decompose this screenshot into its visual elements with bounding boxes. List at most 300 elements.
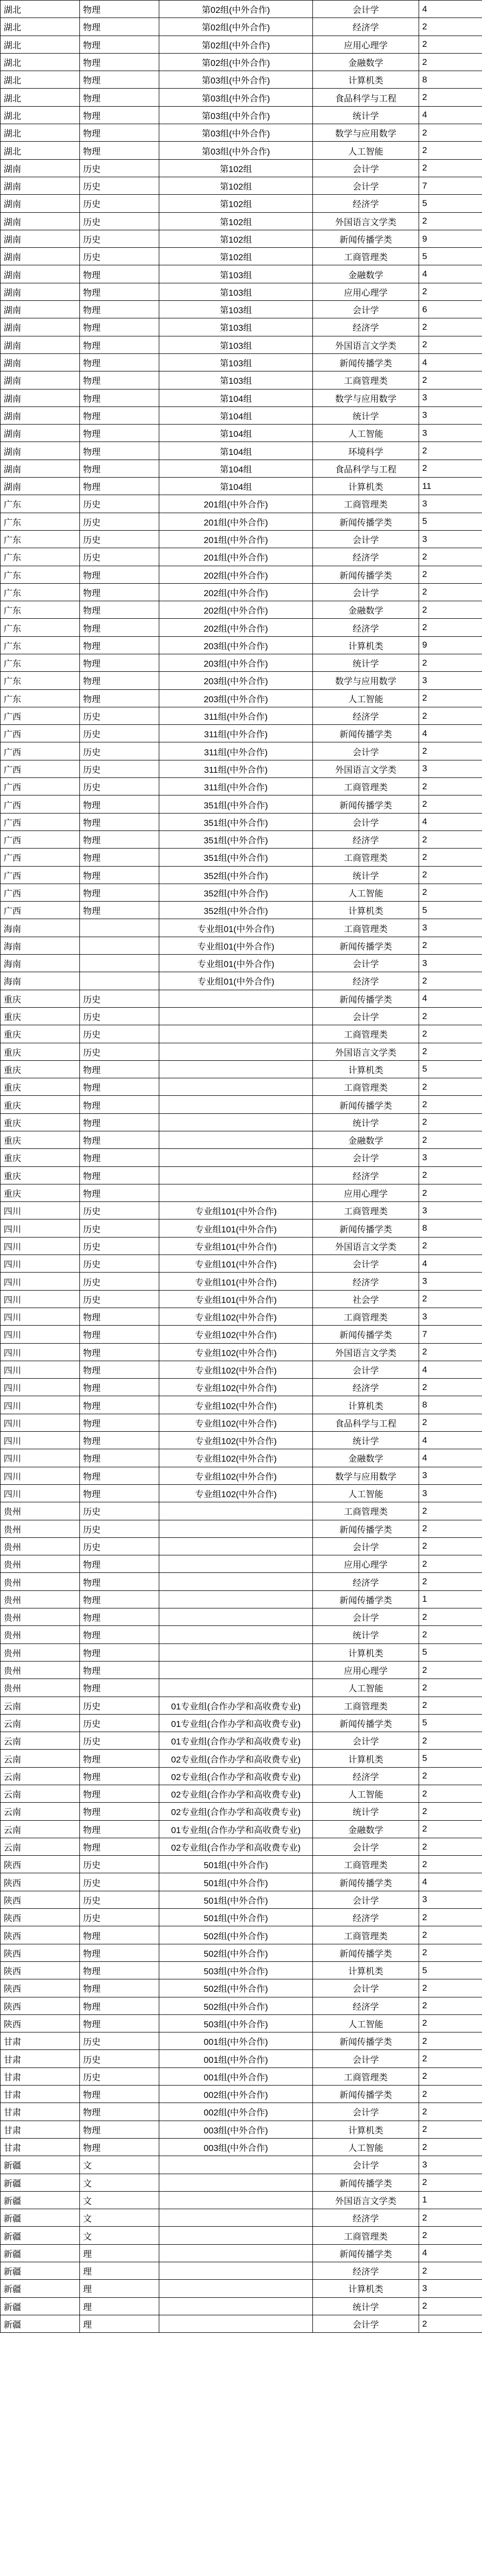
province-cell: 云南 — [1, 1732, 80, 1750]
province-cell: 重庆 — [1, 1043, 80, 1060]
group-cell: 第03组(中外合作) — [159, 124, 313, 142]
count-cell: 2 — [419, 849, 482, 866]
subject-cell: 物理 — [80, 389, 159, 406]
subject-cell: 历史 — [80, 159, 159, 177]
major-cell: 统计学 — [313, 1803, 419, 1820]
count-cell: 2 — [419, 972, 482, 990]
subject-cell: 理 — [80, 2297, 159, 2315]
subject-cell: 历史 — [80, 1255, 159, 1273]
group-cell: 01专业组(合作办学和高收费专业) — [159, 1732, 313, 1750]
count-cell: 2 — [419, 2067, 482, 2085]
table-row — [1, 1661, 482, 1679]
subject-cell: 物理 — [80, 1113, 159, 1131]
count-cell: 2 — [419, 2121, 482, 2138]
province-cell: 湖北 — [1, 36, 80, 53]
major-cell: 统计学 — [313, 2297, 419, 2315]
major-cell: 会计学 — [313, 955, 419, 972]
major-cell: 新闻传播学类 — [313, 2244, 419, 2262]
group-cell: 503组(中外合作) — [159, 2014, 313, 2032]
count-cell: 2 — [419, 1502, 482, 1520]
count-cell: 2 — [419, 2209, 482, 2227]
group-cell — [159, 1520, 313, 1537]
major-cell: 新闻传播学类 — [313, 566, 419, 583]
province-cell: 四川 — [1, 1396, 80, 1414]
major-cell: 经济学 — [313, 972, 419, 990]
group-cell: 203组(中外合作) — [159, 654, 313, 671]
group-cell: 第103组 — [159, 301, 313, 318]
count-cell: 2 — [419, 566, 482, 583]
count-cell: 2 — [419, 1926, 482, 1944]
major-cell: 应用心理学 — [313, 1661, 419, 1679]
major-cell: 人工智能 — [313, 1679, 419, 1697]
table-row — [1, 1060, 482, 1078]
count-cell: 2 — [419, 1608, 482, 1626]
count-cell: 2 — [419, 1697, 482, 1714]
group-cell: 003组(中外合作) — [159, 2138, 313, 2156]
province-cell: 海南 — [1, 937, 80, 954]
major-cell: 食品科学与工程 — [313, 460, 419, 477]
province-cell: 重庆 — [1, 1113, 80, 1131]
table-row — [1, 2297, 482, 2315]
table-row — [1, 336, 482, 353]
group-cell — [159, 2244, 313, 2262]
group-cell: 311组(中外合作) — [159, 778, 313, 795]
major-cell: 人工智能 — [313, 1785, 419, 1802]
table-row — [1, 1149, 482, 1166]
province-cell: 湖北 — [1, 106, 80, 124]
count-cell: 2 — [419, 2315, 482, 2332]
province-cell: 贵州 — [1, 1537, 80, 1555]
subject-cell: 历史 — [80, 1007, 159, 1025]
subject-cell: 物理 — [80, 1979, 159, 1997]
group-cell — [159, 1661, 313, 1679]
subject-cell: 历史 — [80, 2050, 159, 2067]
group-cell: 第103组 — [159, 265, 313, 283]
table-row — [1, 2244, 482, 2262]
subject-cell: 历史 — [80, 1025, 159, 1043]
group-cell — [159, 1643, 313, 1661]
table-row — [1, 495, 482, 513]
count-cell: 2 — [419, 2174, 482, 2191]
subject-cell: 物理 — [80, 1484, 159, 1502]
table-row — [1, 36, 482, 53]
province-cell: 海南 — [1, 955, 80, 972]
group-cell — [159, 1025, 313, 1043]
table-row — [1, 406, 482, 424]
count-cell: 2 — [419, 1573, 482, 1590]
table-row — [1, 955, 482, 972]
group-cell: 专业组102(中外合作) — [159, 1308, 313, 1325]
count-cell: 5 — [419, 195, 482, 212]
count-cell: 3 — [419, 495, 482, 513]
group-cell: 02专业组(合作办学和高收费专业) — [159, 1750, 313, 1767]
count-cell: 8 — [419, 71, 482, 89]
major-cell: 统计学 — [313, 106, 419, 124]
table-row — [1, 707, 482, 724]
subject-cell: 历史 — [80, 1290, 159, 1308]
province-cell: 重庆 — [1, 1166, 80, 1184]
count-cell: 3 — [419, 1149, 482, 1166]
major-cell: 应用心理学 — [313, 1184, 419, 1201]
major-cell: 新闻传播学类 — [313, 725, 419, 742]
group-cell — [159, 1608, 313, 1626]
subject-cell: 物理 — [80, 1361, 159, 1378]
count-cell: 2 — [419, 1379, 482, 1396]
major-cell: 会计学 — [313, 177, 419, 194]
major-cell: 会计学 — [313, 1979, 419, 1997]
province-cell: 重庆 — [1, 1060, 80, 1078]
table-row — [1, 849, 482, 866]
group-cell: 第103组 — [159, 353, 313, 371]
major-cell: 计算机类 — [313, 1961, 419, 1979]
province-cell: 新疆 — [1, 2297, 80, 2315]
count-cell: 2 — [419, 1007, 482, 1025]
table-row — [1, 990, 482, 1007]
major-cell: 计算机类 — [313, 2280, 419, 2297]
subject-cell: 物理 — [80, 318, 159, 336]
table-row — [1, 813, 482, 831]
count-cell: 2 — [419, 884, 482, 901]
table-row — [1, 1184, 482, 1201]
table-row — [1, 1273, 482, 1290]
subject-cell: 物理 — [80, 2086, 159, 2103]
province-cell: 甘肃 — [1, 2138, 80, 2156]
major-cell: 数学与应用数学 — [313, 389, 419, 406]
group-cell: 203组(中外合作) — [159, 636, 313, 654]
province-cell: 广西 — [1, 866, 80, 884]
count-cell: 2 — [419, 831, 482, 848]
province-cell: 湖南 — [1, 195, 80, 212]
table-row — [1, 142, 482, 159]
group-cell: 351组(中外合作) — [159, 831, 313, 848]
table-row — [1, 1520, 482, 1537]
count-cell: 3 — [419, 1273, 482, 1290]
subject-cell: 物理 — [80, 902, 159, 919]
subject-cell: 物理 — [80, 301, 159, 318]
group-cell: 专业组101(中外合作) — [159, 1290, 313, 1308]
table-row — [1, 2014, 482, 2032]
major-cell: 新闻传播学类 — [313, 1944, 419, 1961]
count-cell: 4 — [419, 2244, 482, 2262]
major-cell: 统计学 — [313, 1113, 419, 1131]
province-cell: 四川 — [1, 1414, 80, 1431]
province-cell: 云南 — [1, 1767, 80, 1785]
subject-cell: 物理 — [80, 1838, 159, 1855]
province-cell: 广西 — [1, 760, 80, 777]
count-cell: 2 — [419, 2103, 482, 2121]
table-row — [1, 1166, 482, 1184]
group-cell: 001组(中外合作) — [159, 2050, 313, 2067]
count-cell: 2 — [419, 1979, 482, 1997]
subject-cell: 物理 — [80, 36, 159, 53]
count-cell: 4 — [419, 1449, 482, 1467]
subject-cell: 物理 — [80, 1820, 159, 1838]
count-cell: 2 — [419, 1661, 482, 1679]
table-row — [1, 18, 482, 36]
count-cell: 2 — [419, 371, 482, 389]
table-row — [1, 1449, 482, 1467]
count-cell: 2 — [419, 742, 482, 760]
subject-cell: 物理 — [80, 1555, 159, 1573]
group-cell — [159, 1626, 313, 1643]
group-cell: 专业组101(中外合作) — [159, 1202, 313, 1219]
province-cell: 湖北 — [1, 89, 80, 106]
table-row — [1, 1643, 482, 1661]
count-cell: 5 — [419, 1714, 482, 1732]
group-cell: 01专业组(合作办学和高收费专业) — [159, 1820, 313, 1838]
major-cell: 外国语言文学类 — [313, 760, 419, 777]
province-cell: 新疆 — [1, 2315, 80, 2332]
group-cell: 201组(中外合作) — [159, 513, 313, 530]
count-cell: 2 — [419, 1237, 482, 1255]
group-cell: 201组(中外合作) — [159, 530, 313, 548]
group-cell: 501组(中外合作) — [159, 1873, 313, 1891]
group-cell: 203组(中外合作) — [159, 689, 313, 707]
province-cell: 重庆 — [1, 1007, 80, 1025]
subject-cell: 物理 — [80, 1750, 159, 1767]
subject-cell: 物理 — [80, 1414, 159, 1431]
subject-cell: 物理 — [80, 124, 159, 142]
major-cell: 经济学 — [313, 1573, 419, 1590]
count-cell: 2 — [419, 142, 482, 159]
group-cell: 第03组(中外合作) — [159, 89, 313, 106]
subject-cell: 物理 — [80, 1961, 159, 1979]
table-row — [1, 1573, 482, 1590]
table-row — [1, 937, 482, 954]
subject-cell: 物理 — [80, 1166, 159, 1184]
group-cell: 02专业组(合作办学和高收费专业) — [159, 1785, 313, 1802]
table-row — [1, 1979, 482, 1997]
group-cell: 202组(中外合作) — [159, 566, 313, 583]
table-row — [1, 2050, 482, 2067]
table-row — [1, 371, 482, 389]
major-cell: 经济学 — [313, 548, 419, 566]
group-cell: 第103组 — [159, 283, 313, 300]
major-cell: 社会学 — [313, 1290, 419, 1308]
province-cell: 广西 — [1, 707, 80, 724]
major-cell: 工商管理类 — [313, 778, 419, 795]
group-cell: 专业组101(中外合作) — [159, 1273, 313, 1290]
group-cell: 专业组01(中外合作) — [159, 972, 313, 990]
count-cell: 2 — [419, 1043, 482, 1060]
province-cell: 四川 — [1, 1432, 80, 1449]
subject-cell: 物理 — [80, 849, 159, 866]
province-cell: 广西 — [1, 778, 80, 795]
subject-cell: 物理 — [80, 283, 159, 300]
count-cell: 2 — [419, 18, 482, 36]
major-cell: 食品科学与工程 — [313, 89, 419, 106]
table-row — [1, 1484, 482, 1502]
subject-cell: 物理 — [80, 142, 159, 159]
subject-cell — [80, 955, 159, 972]
table-row — [1, 1414, 482, 1431]
province-cell: 四川 — [1, 1467, 80, 1484]
group-cell: 201组(中外合作) — [159, 548, 313, 566]
province-cell: 新疆 — [1, 2244, 80, 2262]
count-cell: 2 — [419, 36, 482, 53]
subject-cell: 物理 — [80, 1060, 159, 1078]
group-cell — [159, 1166, 313, 1184]
subject-cell: 理 — [80, 2280, 159, 2297]
subject-cell: 文 — [80, 2156, 159, 2174]
province-cell: 重庆 — [1, 1131, 80, 1149]
major-cell: 经济学 — [313, 1909, 419, 1926]
count-cell: 2 — [419, 866, 482, 884]
province-cell: 湖北 — [1, 18, 80, 36]
count-cell: 3 — [419, 406, 482, 424]
group-cell: 第104组 — [159, 406, 313, 424]
province-cell: 贵州 — [1, 1661, 80, 1679]
table-row — [1, 1219, 482, 1237]
group-cell: 352组(中外合作) — [159, 884, 313, 901]
table-row — [1, 301, 482, 318]
table-row — [1, 53, 482, 71]
subject-cell: 物理 — [80, 106, 159, 124]
count-cell: 2 — [419, 1131, 482, 1149]
group-cell: 352组(中外合作) — [159, 902, 313, 919]
subject-cell: 物理 — [80, 425, 159, 442]
province-cell: 陕西 — [1, 1961, 80, 1979]
major-cell: 工商管理类 — [313, 1697, 419, 1714]
count-cell: 4 — [419, 1, 482, 18]
province-cell: 广东 — [1, 513, 80, 530]
major-cell: 会计学 — [313, 1838, 419, 1855]
province-cell: 广西 — [1, 849, 80, 866]
group-cell — [159, 2315, 313, 2332]
province-cell: 重庆 — [1, 1149, 80, 1166]
group-cell: 502组(中外合作) — [159, 1997, 313, 2014]
table-row — [1, 884, 482, 901]
major-cell: 人工智能 — [313, 1484, 419, 1502]
province-cell: 新疆 — [1, 2262, 80, 2280]
major-cell: 金融数学 — [313, 601, 419, 619]
count-cell: 8 — [419, 1396, 482, 1414]
count-cell: 3 — [419, 760, 482, 777]
subject-cell: 物理 — [80, 336, 159, 353]
province-cell: 广东 — [1, 689, 80, 707]
table-row — [1, 1767, 482, 1785]
major-cell: 会计学 — [313, 742, 419, 760]
province-cell: 四川 — [1, 1202, 80, 1219]
major-cell: 外国语言文学类 — [313, 2191, 419, 2209]
table-row — [1, 601, 482, 619]
group-cell: 专业组01(中外合作) — [159, 937, 313, 954]
major-cell: 应用心理学 — [313, 283, 419, 300]
group-cell: 第102组 — [159, 230, 313, 247]
table-row — [1, 2209, 482, 2227]
major-cell: 新闻传播学类 — [313, 2086, 419, 2103]
group-cell: 第102组 — [159, 195, 313, 212]
count-cell: 2 — [419, 1732, 482, 1750]
major-cell: 会计学 — [313, 2315, 419, 2332]
count-cell: 5 — [419, 1643, 482, 1661]
major-cell: 外国语言文学类 — [313, 1237, 419, 1255]
group-cell: 002组(中外合作) — [159, 2086, 313, 2103]
group-cell: 351组(中外合作) — [159, 813, 313, 831]
table-row — [1, 425, 482, 442]
table-row — [1, 283, 482, 300]
count-cell: 2 — [419, 689, 482, 707]
province-cell: 云南 — [1, 1697, 80, 1714]
province-cell: 陕西 — [1, 1873, 80, 1891]
province-cell: 四川 — [1, 1237, 80, 1255]
major-cell: 计算机类 — [313, 1643, 419, 1661]
count-cell: 7 — [419, 177, 482, 194]
table-row — [1, 1096, 482, 1113]
subject-cell: 物理 — [80, 813, 159, 831]
subject-cell: 物理 — [80, 265, 159, 283]
province-cell: 广东 — [1, 654, 80, 671]
province-cell: 四川 — [1, 1255, 80, 1273]
table-row — [1, 177, 482, 194]
major-cell: 会计学 — [313, 301, 419, 318]
table-row — [1, 1697, 482, 1714]
table-row — [1, 1432, 482, 1449]
province-cell: 海南 — [1, 972, 80, 990]
count-cell: 5 — [419, 1961, 482, 1979]
table-row — [1, 566, 482, 583]
major-cell: 统计学 — [313, 654, 419, 671]
count-cell: 2 — [419, 159, 482, 177]
province-cell: 广东 — [1, 495, 80, 513]
table-row — [1, 2086, 482, 2103]
table-row — [1, 1537, 482, 1555]
province-cell: 四川 — [1, 1290, 80, 1308]
major-cell: 会计学 — [313, 1361, 419, 1378]
major-cell: 经济学 — [313, 2262, 419, 2280]
subject-cell: 历史 — [80, 1520, 159, 1537]
group-cell — [159, 1502, 313, 1520]
count-cell: 3 — [419, 1891, 482, 1908]
province-cell: 湖南 — [1, 371, 80, 389]
group-cell: 311组(中外合作) — [159, 725, 313, 742]
table-row — [1, 2315, 482, 2332]
count-cell: 2 — [419, 1803, 482, 1820]
table-row — [1, 1255, 482, 1273]
group-cell: 311组(中外合作) — [159, 707, 313, 724]
province-cell: 广西 — [1, 902, 80, 919]
group-cell: 第102组 — [159, 177, 313, 194]
group-cell: 第102组 — [159, 212, 313, 230]
count-cell: 2 — [419, 619, 482, 636]
table-row — [1, 1750, 482, 1767]
count-cell: 4 — [419, 1255, 482, 1273]
group-cell: 351组(中外合作) — [159, 795, 313, 813]
count-cell: 4 — [419, 1432, 482, 1449]
table-row — [1, 742, 482, 760]
major-cell: 会计学 — [313, 530, 419, 548]
subject-cell: 物理 — [80, 1944, 159, 1961]
table-row — [1, 442, 482, 460]
group-cell: 专业组102(中外合作) — [159, 1432, 313, 1449]
table-row — [1, 583, 482, 601]
group-cell: 02专业组(合作办学和高收费专业) — [159, 1803, 313, 1820]
province-cell: 湖南 — [1, 177, 80, 194]
subject-cell: 历史 — [80, 1732, 159, 1750]
province-cell: 重庆 — [1, 1184, 80, 1201]
table-row — [1, 248, 482, 265]
subject-cell: 历史 — [80, 1714, 159, 1732]
group-cell: 01专业组(合作办学和高收费专业) — [159, 1714, 313, 1732]
group-cell — [159, 1060, 313, 1078]
count-cell: 3 — [419, 2280, 482, 2297]
table-row — [1, 1343, 482, 1361]
table-row — [1, 265, 482, 283]
subject-cell: 物理 — [80, 1149, 159, 1166]
province-cell: 重庆 — [1, 1096, 80, 1113]
subject-cell: 理 — [80, 2315, 159, 2332]
count-cell: 2 — [419, 283, 482, 300]
